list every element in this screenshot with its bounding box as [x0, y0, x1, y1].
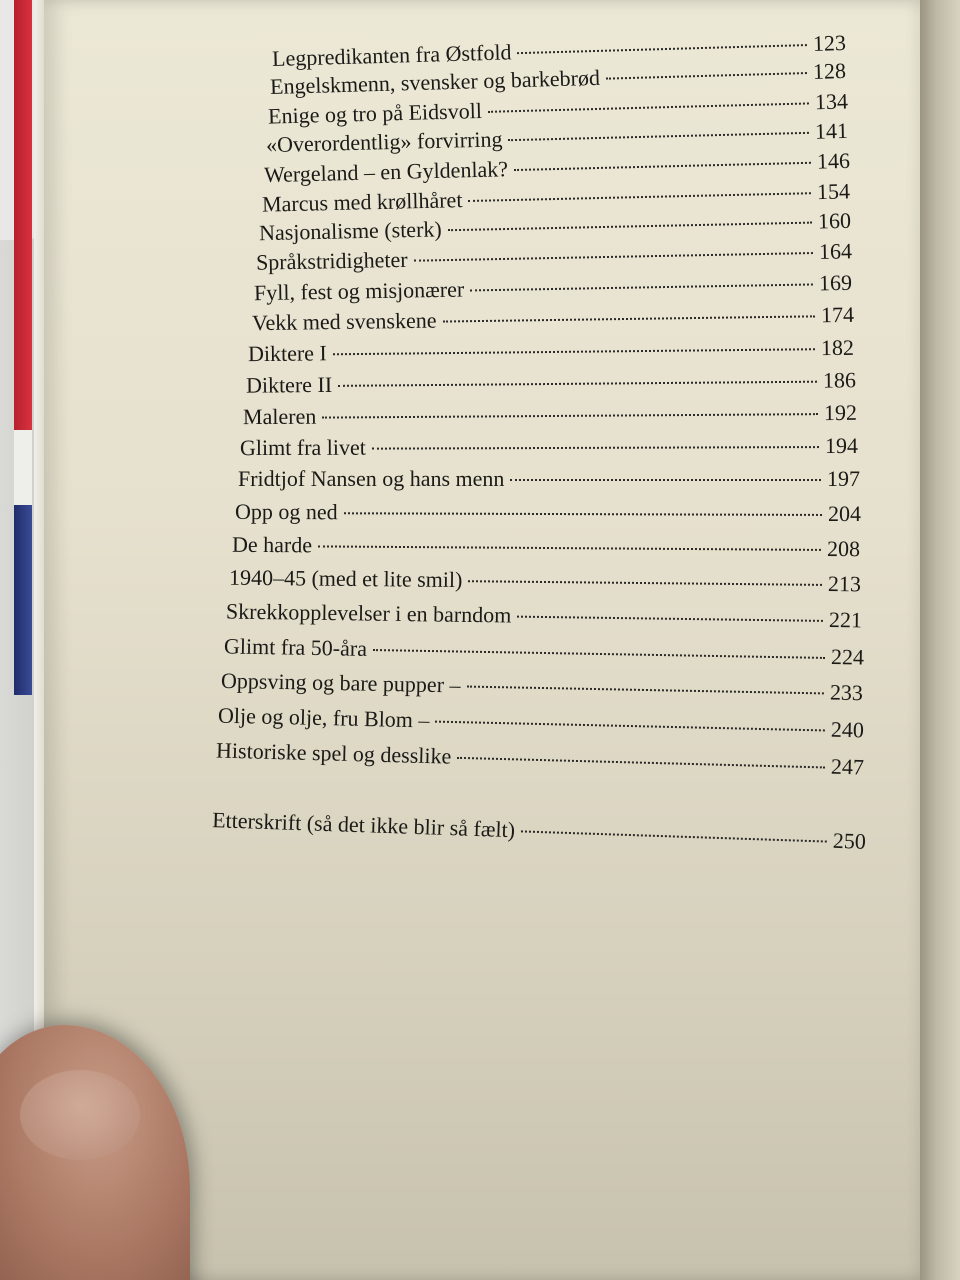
- toc-entry-title: De harde: [231, 531, 313, 558]
- toc-entry: [235, 499, 861, 527]
- toc-entry-title: Engelskmenn, svensker og barkebrød: [269, 64, 601, 100]
- toc-entry-title: Historiske spel og desslike: [215, 737, 452, 769]
- toc-entry-title: Glimt fra livet: [239, 434, 366, 461]
- toc-entry-title: Opp og ned: [234, 498, 338, 525]
- toc-leader-dots: [606, 72, 807, 80]
- toc-entry: [252, 302, 854, 336]
- toc-entry: [216, 738, 864, 781]
- toc-entry: [226, 599, 862, 634]
- toc-leader-dots: [318, 545, 821, 551]
- toc-entry: [248, 335, 854, 367]
- toc-leader-dots: [443, 315, 815, 322]
- toc-entry-title: Olje og olje, fru Blom –: [217, 702, 430, 733]
- toc-entry-page: 233: [829, 679, 864, 706]
- toc-leader-dots: [414, 252, 813, 262]
- toc-leader-dots: [521, 830, 827, 842]
- toc-entry-page: 224: [830, 644, 865, 670]
- toc-entry-page: 128: [812, 57, 847, 84]
- toc-entry-title: Vekk med svenskene: [251, 307, 437, 336]
- toc-leader-dots: [373, 649, 825, 659]
- toc-leader-dots: [514, 162, 811, 171]
- toc-entry-title: Fridtjof Nansen og hans menn: [238, 466, 505, 491]
- toc-entry-title: Fyll, fest og misjonærer: [253, 276, 465, 306]
- toc-leader-dots: [470, 283, 813, 291]
- toc-leader-dots: [468, 580, 822, 586]
- toc-entry-title: 1940–45 (med et lite smil): [228, 564, 463, 593]
- toc-leader-dots: [448, 222, 812, 232]
- toc-entry: [229, 565, 861, 598]
- toc-entry-title: Marcus med krøllhåret: [261, 187, 463, 217]
- toc-leader-dots: [338, 381, 817, 387]
- toc-entry-title: Etterskrift (så det ikke blir så fælt): [211, 807, 516, 843]
- toc-entry-page: 240: [830, 716, 865, 743]
- toc-entry-page: 194: [824, 432, 859, 459]
- toc-entry-title: Nasjonalisme (sterk): [258, 216, 442, 246]
- toc-entry-page: 146: [816, 147, 851, 174]
- toc-leader-dots: [466, 686, 823, 695]
- toc-entry-page: 192: [823, 399, 858, 426]
- toc-leader-dots: [517, 44, 806, 54]
- toc-entry-page: 197: [827, 466, 860, 491]
- toc-leader-dots: [435, 721, 825, 732]
- toc-leader-dots: [344, 512, 822, 516]
- toc-entry: [238, 466, 860, 492]
- toc-leader-dots: [468, 192, 811, 202]
- toc-entry-page: 208: [826, 535, 861, 562]
- toc-leader-dots: [333, 348, 815, 355]
- toc-leader-dots: [508, 132, 809, 141]
- toc-entry-title: Enige og tro på Eidsvoll: [267, 97, 483, 129]
- toc-entry: [224, 633, 864, 670]
- toc-entry: [240, 433, 858, 461]
- toc-entry-title: «Overordentlig» forvirring: [265, 126, 503, 158]
- toc-entry-page: 182: [820, 334, 855, 361]
- toc-entry-title: Wergeland – en Gyldenlak?: [263, 156, 509, 188]
- toc-entry-page: 164: [818, 238, 853, 264]
- toc-entry-page: 186: [822, 367, 857, 393]
- toc-entry-title: Diktere I: [247, 340, 327, 367]
- toc-entry-page: 160: [817, 207, 852, 234]
- toc-leader-dots: [372, 446, 819, 450]
- toc-entry-page: 134: [814, 88, 849, 115]
- toc-entry-page: 174: [820, 301, 855, 328]
- toc-entry-title: Oppsving og bare pupper –: [220, 667, 461, 698]
- toc-leader-dots: [488, 102, 809, 112]
- toc-entry-title: Språkstridigheter: [255, 246, 408, 275]
- toc-entry-page: 123: [812, 29, 847, 56]
- thumbnail: [20, 1070, 140, 1160]
- toc-entry-page: 250: [832, 827, 867, 854]
- toc-entry-page: 154: [816, 178, 851, 205]
- toc-entry-page: 221: [828, 606, 863, 633]
- toc-entry-page: 141: [814, 117, 849, 144]
- toc-entry: [246, 367, 856, 398]
- toc-entry-title: Glimt fra 50-åra: [223, 633, 368, 661]
- toc-entry-title: Skrekkopplevelser i en barndom: [225, 598, 512, 628]
- toc-entry: [218, 703, 864, 744]
- toc-entry-title: Diktere II: [245, 371, 333, 398]
- toc-entry-page: 169: [818, 269, 853, 296]
- toc-entry: [221, 668, 863, 706]
- toc-entry-title: Legpredikanten fra Østfold: [271, 39, 512, 72]
- toc-leader-dots: [517, 616, 823, 622]
- toc-entry: [232, 532, 860, 562]
- toc-entry-title: Maleren: [242, 403, 317, 430]
- toc-leader-dots: [322, 413, 818, 418]
- toc-entry-page: 247: [830, 753, 865, 780]
- toc-entry: [243, 400, 857, 430]
- toc-entry: [254, 270, 852, 306]
- toc-leader-dots: [510, 479, 821, 481]
- toc-leader-dots: [457, 757, 825, 769]
- toc-entry-afterword: [212, 807, 867, 855]
- toc-entry-page: 204: [827, 500, 862, 527]
- toc-entry-page: 213: [827, 570, 862, 597]
